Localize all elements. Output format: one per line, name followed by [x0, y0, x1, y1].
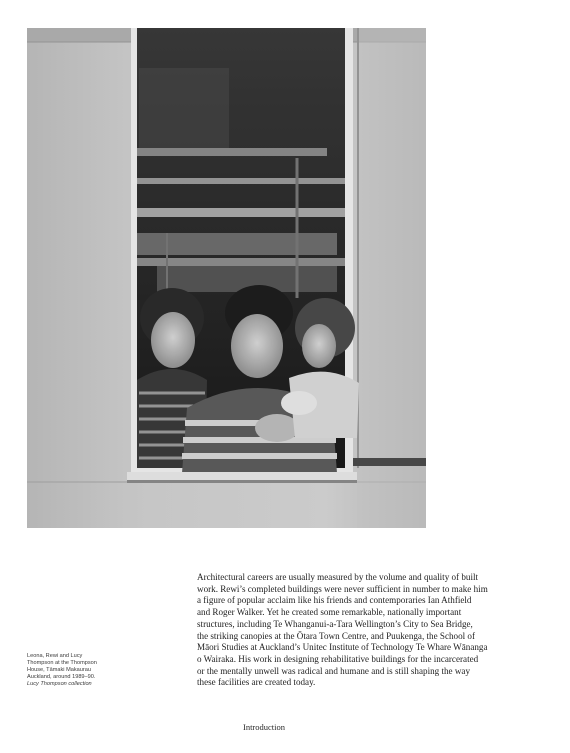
- caption-line: Auckland, around 1989–90.: [27, 674, 96, 681]
- caption-line: Thompson at the Thompson: [27, 660, 97, 667]
- body-paragraph: [197, 572, 537, 689]
- photo-caption: [27, 653, 122, 688]
- caption-credit: Lucy Thompson collection: [27, 681, 92, 688]
- body-line: work. Rewi’s completed buildings were never sufficient in number to make him: [197, 583, 488, 594]
- body-line: Māori Studies at Auckland’s Unitec Institute of Technology Te Whare Wānanga: [197, 642, 488, 653]
- page-footer: [0, 722, 570, 732]
- body-line: and Roger Walker. Yet he created some remarkable, nationally important: [197, 607, 462, 618]
- section-title: Introduction: [242, 722, 286, 732]
- photograph: [27, 28, 426, 528]
- photograph-image: [27, 28, 426, 528]
- body-line: o Wairaka. His work in designing rehabilitative buildings for the incarcerated: [197, 653, 479, 664]
- body-line: structures, including Te Whanganui-a-Tara Wellington’s City to Sea Bridge,: [197, 618, 473, 629]
- caption-line: House, Tāmaki Makaurau: [27, 667, 91, 674]
- body-line: these facilities are created today.: [197, 677, 316, 688]
- body-line: the striking canopies at the Ōtara Town Centre, and Puukenga, the School of: [197, 630, 476, 641]
- caption-line: Leona, Rewi and Lucy: [27, 653, 83, 659]
- body-line: or the mentally unwell was radical and humane and is still shaping the way: [197, 665, 470, 676]
- body-line: Architectural careers are usually measured by the volume and quality of built: [197, 572, 479, 582]
- body-line: a figure of popular acclaim like his friends and contemporaries Ian Athfield: [197, 595, 472, 606]
